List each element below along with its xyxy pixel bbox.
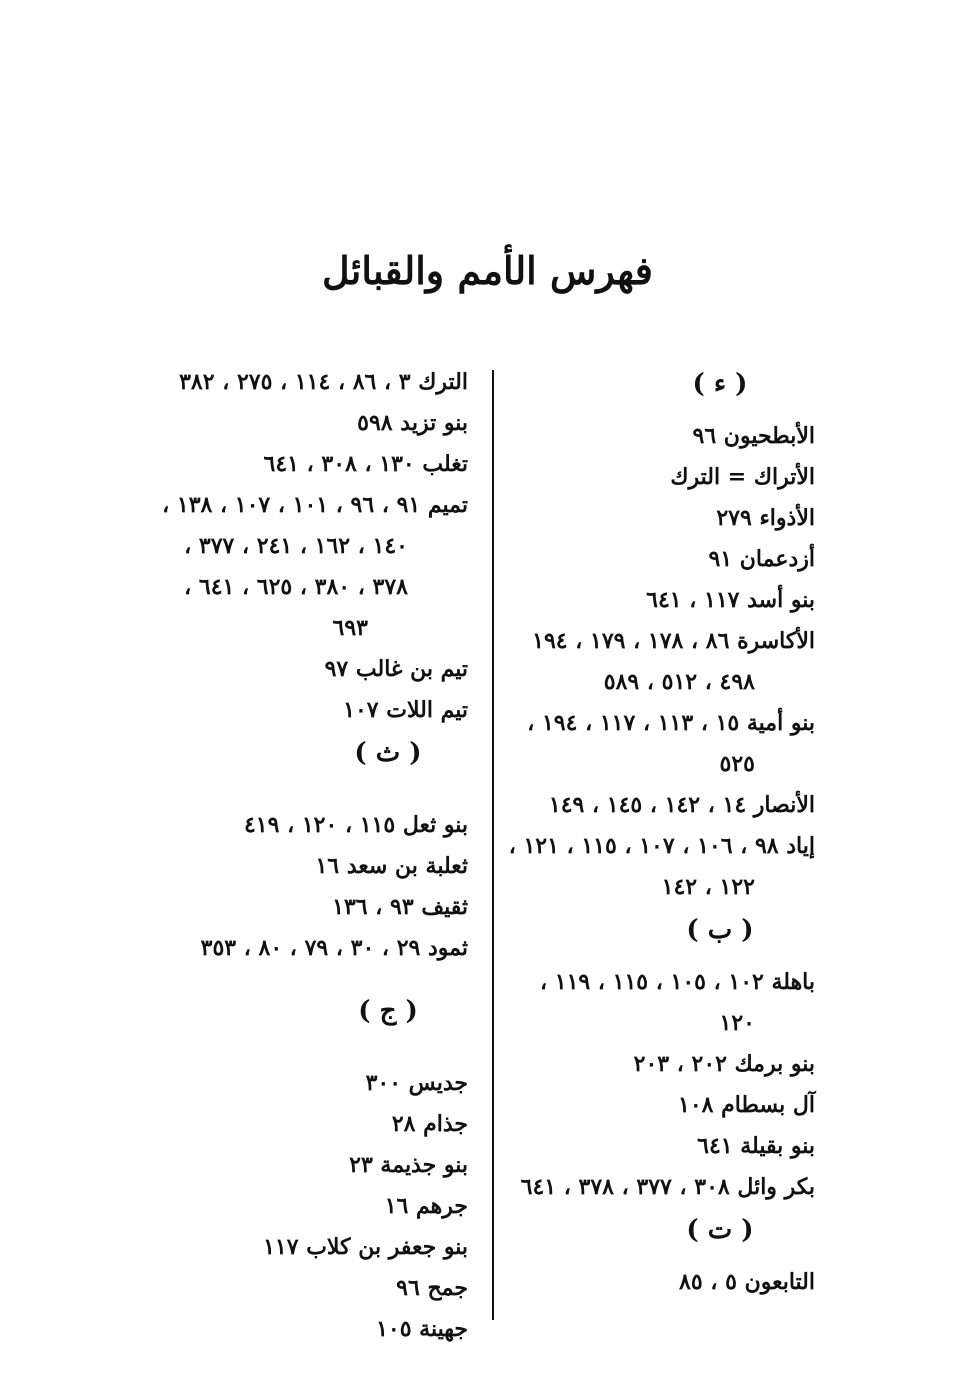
index-entry: تغلب ١٣٠ ، ٣٠٨ ، ٦٤١ (263, 451, 468, 477)
index-entry: ثمود ٢٩ ، ٣٠ ، ٧٩ ، ٨٠ ، ٣٥٣ (200, 935, 468, 961)
section-letter-jim: ( ج ) (358, 996, 418, 1026)
index-entry: بنو برمك ٢٠٢ ، ٢٠٣ (633, 1051, 815, 1077)
index-entry: ثعلبة بن سعد ١٦ (315, 853, 468, 879)
index-entry: أزدعمان ٩١ (708, 546, 815, 572)
index-entry: الأنصار ١٤ ، ١٤٢ ، ١٤٥ ، ١٤٩ (548, 792, 815, 818)
index-entry: تميم ٩١ ، ٩٦ ، ١٠١ ، ١٠٧ ، ١٣٨ ، (162, 492, 468, 518)
right-column (495, 362, 815, 1303)
index-entry-continuation: ٥٢٥ (719, 751, 755, 777)
index-entry: ثقيف ٩٣ ، ١٣٦ (332, 894, 468, 920)
index-entry: الأبطحيون ٩٦ (692, 423, 815, 449)
index-entry: جديس ٣٠٠ (365, 1070, 468, 1096)
section-letter-ba: ( ب ) (686, 915, 754, 945)
index-entry: بنو جذيمة ٢٣ (349, 1152, 468, 1178)
index-entry: جرهم ١٦ (384, 1193, 468, 1219)
index-entry: جهينة ١٠٥ (376, 1316, 468, 1342)
spacer (128, 969, 468, 989)
index-entry-continuation: ١٢٠ (719, 1010, 755, 1036)
index-entry: آل بسطام ١٠٨ (678, 1092, 815, 1118)
index-entry: إياد ٩٨ ، ١٠٦ ، ١٠٧ ، ١١٥ ، ١٢١ ، (508, 833, 815, 859)
index-entry-continuation: ١٤٠ ، ١٦٢ ، ٢٤١ ، ٣٧٧ ، (184, 533, 408, 559)
index-entry: تيم بن غالب ٩٧ (324, 656, 468, 682)
index-entry: بنو أسد ١١٧ ، ٦٤١ (646, 587, 815, 613)
index-entry: بنو ثعل ١١٥ ، ١٢٠ ، ٤١٩ (243, 812, 468, 838)
index-entry: بنو أمية ١٥ ، ١١٣ ، ١١٧ ، ١٩٤ ، (527, 710, 815, 736)
spacer (128, 785, 468, 805)
index-entry: الأذواء ٢٧٩ (716, 505, 815, 531)
section-letter-hamza: ( ء ) (692, 369, 748, 399)
index-entry: الترك ٣ ، ٨٦ ، ١١٤ ، ٢٧٥ ، ٣٨٢ (179, 369, 468, 395)
index-entry: باهلة ١٠٢ ، ١٠٥ ، ١١٥ ، ١١٩ ، (539, 969, 815, 995)
section-letter-tha: ( ث ) (354, 738, 422, 768)
index-entry: بكر وائل ٣٠٨ ، ٣٧٧ ، ٣٧٨ ، ٦٤١ (520, 1174, 815, 1200)
index-entry: بنو جعفر بن كلاب ١١٧ (263, 1234, 468, 1260)
index-entry: الأكاسرة ٨٦ ، ١٧٨ ، ١٧٩ ، ١٩٤ (532, 628, 815, 654)
spacer (128, 1043, 468, 1063)
section-letter-ta: ( ت ) (686, 1215, 754, 1245)
index-entry: التابعون ٥ ، ٨٥ (679, 1269, 815, 1295)
index-entry: الأتراك = الترك (670, 464, 815, 490)
column-divider (492, 370, 494, 1320)
left-column (128, 362, 468, 1350)
index-entry: بنو بقيلة ٦٤١ (697, 1133, 815, 1159)
index-entry: جمح ٩٦ (396, 1275, 468, 1301)
index-entry-continuation: ٣٧٨ ، ٣٨٠ ، ٦٢٥ ، ٦٤١ ، (184, 574, 408, 600)
page-title: فهرس الأمم والقبائل (322, 248, 653, 293)
index-entry-continuation: ٤٩٨ ، ٥١٢ ، ٥٨٩ (603, 669, 755, 695)
index-entry: تيم اللات ١٠٧ (343, 697, 468, 723)
index-entry: بنو تزيد ٥٩٨ (357, 410, 468, 436)
index-entry-continuation: ٦٩٣ (332, 615, 368, 641)
index-entry-continuation: ١٢٢ ، ١٤٢ (661, 874, 755, 900)
index-entry: جذام ٢٨ (391, 1111, 468, 1137)
